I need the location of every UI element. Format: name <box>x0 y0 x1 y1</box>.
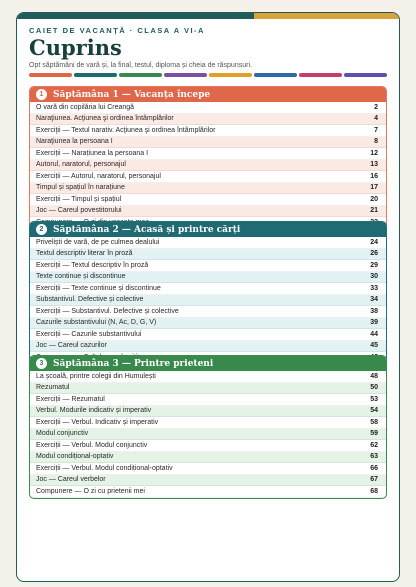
toc-label: Joc — Careul cazurilor <box>36 342 107 350</box>
toc-row[interactable] <box>30 137 386 149</box>
toc-label: Timpul și spațiul în narațiune <box>36 184 125 192</box>
stripe <box>29 73 72 77</box>
toc-row[interactable] <box>30 125 386 137</box>
toc-page-number: 4 <box>374 115 378 123</box>
top-bar-teal <box>17 13 254 19</box>
toc-row[interactable] <box>30 283 386 295</box>
toc-page-number: 7 <box>374 126 378 134</box>
top-color-bar <box>17 13 399 19</box>
toc-row[interactable] <box>30 475 386 487</box>
toc-label: Exerciții — Texte continue și discontinue <box>36 284 161 292</box>
stripe <box>164 73 207 77</box>
toc-label: Exerciţii — Textul narativ. Acţiunea şi ordinea întâmplărilor <box>36 126 216 134</box>
toc-label: O vară din copilăria lui Creangă <box>36 103 135 111</box>
toc-label: Verbul. Modurile indicativ și imperativ <box>36 407 152 415</box>
toc-page-number: 13 <box>370 161 378 169</box>
toc-row[interactable] <box>30 306 386 318</box>
toc-label: Modul condițional-optativ <box>36 453 114 461</box>
week-1-header <box>30 87 386 102</box>
stripe <box>299 73 342 77</box>
toc-row[interactable] <box>30 295 386 307</box>
toc-row[interactable] <box>30 371 386 383</box>
toc-row[interactable] <box>30 440 386 452</box>
toc-label: Joc — Careul verbelor <box>36 476 106 484</box>
toc-row[interactable] <box>30 114 386 126</box>
toc-row[interactable] <box>30 406 386 418</box>
toc-row[interactable] <box>30 102 386 114</box>
eyebrow-label: CAIET DE VACANȚĂ · CLASA A VI-A <box>29 26 205 35</box>
week-2-header <box>30 222 386 237</box>
toc-row[interactable] <box>30 183 386 195</box>
toc-row[interactable] <box>30 206 386 218</box>
week-number-badge: 1 <box>36 89 47 100</box>
toc-label: Exerciții — Rezumatul <box>36 395 105 403</box>
toc-row[interactable] <box>30 341 386 353</box>
stripe <box>344 73 387 77</box>
toc-label: Exerciții — Verbul. Modul condițional-optativ <box>36 464 173 472</box>
toc-page-number: 68 <box>370 487 378 495</box>
toc-label: Cazurile substantivului (N, Ac, D, G, V) <box>36 319 157 327</box>
toc-page-number: 58 <box>370 418 378 426</box>
toc-page-number: 39 <box>370 319 378 327</box>
toc-page-number: 44 <box>370 330 378 338</box>
toc-page-number: 24 <box>370 238 378 246</box>
toc-label: Exerciții — Substantivul. Defective și colective <box>36 307 179 315</box>
toc-row[interactable] <box>30 160 386 172</box>
week-2-rows <box>30 237 386 364</box>
toc-label: Substantivul. Defective și colective <box>36 296 144 304</box>
toc-page-number: 16 <box>370 172 378 180</box>
toc-row[interactable] <box>30 417 386 429</box>
toc-page-number: 8 <box>374 138 378 146</box>
toc-page-number: 30 <box>370 273 378 281</box>
toc-label: Autorul, naratorul, personajul <box>36 161 126 169</box>
toc-page-number: 33 <box>370 284 378 292</box>
top-bar-gold <box>254 13 399 19</box>
week-title: Săptămâna 1 — Vacanța începe <box>53 89 211 100</box>
week-title: Săptămâna 3 — Printre prieteni <box>53 358 214 369</box>
toc-row[interactable] <box>30 237 386 249</box>
toc-label: La școală, printre colegii din Humulești <box>36 372 156 380</box>
toc-page-number: 20 <box>370 195 378 203</box>
toc-label: Exerciții — Cazurile substantivului <box>36 330 142 338</box>
toc-row[interactable] <box>30 329 386 341</box>
toc-page-number: 59 <box>370 430 378 438</box>
toc-page-number: 21 <box>370 207 378 215</box>
stripe <box>209 73 252 77</box>
toc-page-number: 34 <box>370 296 378 304</box>
toc-row[interactable] <box>30 318 386 330</box>
stripe <box>119 73 162 77</box>
toc-page-number: 50 <box>370 384 378 392</box>
toc-label: Exerciții — Timpul și spațiul <box>36 195 122 203</box>
stripe <box>74 73 117 77</box>
toc-page-number: 2 <box>374 103 378 111</box>
toc-label: Texte continue și discontinue <box>36 273 126 281</box>
week-3-header <box>30 356 386 371</box>
week-3-rows <box>30 371 386 498</box>
toc-label: Textul descriptiv literar în proză <box>36 250 133 258</box>
toc-page-number: 53 <box>370 395 378 403</box>
toc-label: Naraţiunea la persoana I <box>36 138 113 146</box>
toc-label: Rezumatul <box>36 384 70 392</box>
toc-page-number: 26 <box>370 250 378 258</box>
toc-label: Exerciții — Narațiunea la persoana I <box>36 149 149 157</box>
week-2-section <box>29 221 387 365</box>
toc-label: Exerciții — Verbul. Modul conjunctiv <box>36 441 148 449</box>
toc-page-number: 12 <box>370 149 378 157</box>
toc-row[interactable] <box>30 383 386 395</box>
week-number-badge: 2 <box>36 224 47 235</box>
week-1-rows <box>30 102 386 229</box>
toc-page-number: 62 <box>370 441 378 449</box>
table-of-contents-page <box>16 12 400 582</box>
toc-page-number: 54 <box>370 407 378 415</box>
toc-label: Exerciții — Verbul. Indicativ și imperativ <box>36 418 159 426</box>
toc-page-number: 29 <box>370 261 378 269</box>
toc-row[interactable] <box>30 486 386 498</box>
page-subtitle: Opt săptămâni de vară și, la final, testul, diploma și cheia de răspunsuri. <box>29 62 252 69</box>
toc-page-number: 63 <box>370 453 378 461</box>
toc-row[interactable] <box>30 272 386 284</box>
toc-row[interactable] <box>30 452 386 464</box>
week-title: Săptămâna 2 — Acasă și printre cărți <box>53 224 241 235</box>
toc-row[interactable] <box>30 171 386 183</box>
toc-row[interactable] <box>30 260 386 272</box>
toc-page-number: 45 <box>370 342 378 350</box>
toc-row[interactable] <box>30 148 386 160</box>
toc-label: Joc — Careul povestitorului <box>36 207 122 215</box>
toc-label: Compunere — O zi cu prietenii mei <box>36 487 145 495</box>
toc-page-number: 38 <box>370 307 378 315</box>
toc-row[interactable] <box>30 463 386 475</box>
page-title: Cuprins <box>29 35 122 60</box>
week-3-section <box>29 355 387 499</box>
week-number-badge: 3 <box>36 358 47 369</box>
week-1-section <box>29 86 387 230</box>
toc-label: Priveliști de vară, de pe culmea dealului <box>36 238 160 246</box>
toc-page-number: 67 <box>370 476 378 484</box>
color-stripes <box>29 73 387 77</box>
toc-row[interactable] <box>30 429 386 441</box>
toc-label: Modul conjunctiv <box>36 430 89 438</box>
toc-label: Exerciții — Textul descriptiv în proză <box>36 261 149 269</box>
toc-label: Exerciții — Autorul, naratorul, personajul <box>36 172 161 180</box>
toc-page-number: 17 <box>370 184 378 192</box>
toc-page-number: 66 <box>370 464 378 472</box>
toc-row[interactable] <box>30 394 386 406</box>
toc-row[interactable] <box>30 249 386 261</box>
toc-row[interactable] <box>30 194 386 206</box>
toc-page-number: 48 <box>370 372 378 380</box>
stripe <box>254 73 297 77</box>
toc-label: Naraţiunea. Acţiunea şi ordinea întâmplărilor <box>36 115 174 123</box>
